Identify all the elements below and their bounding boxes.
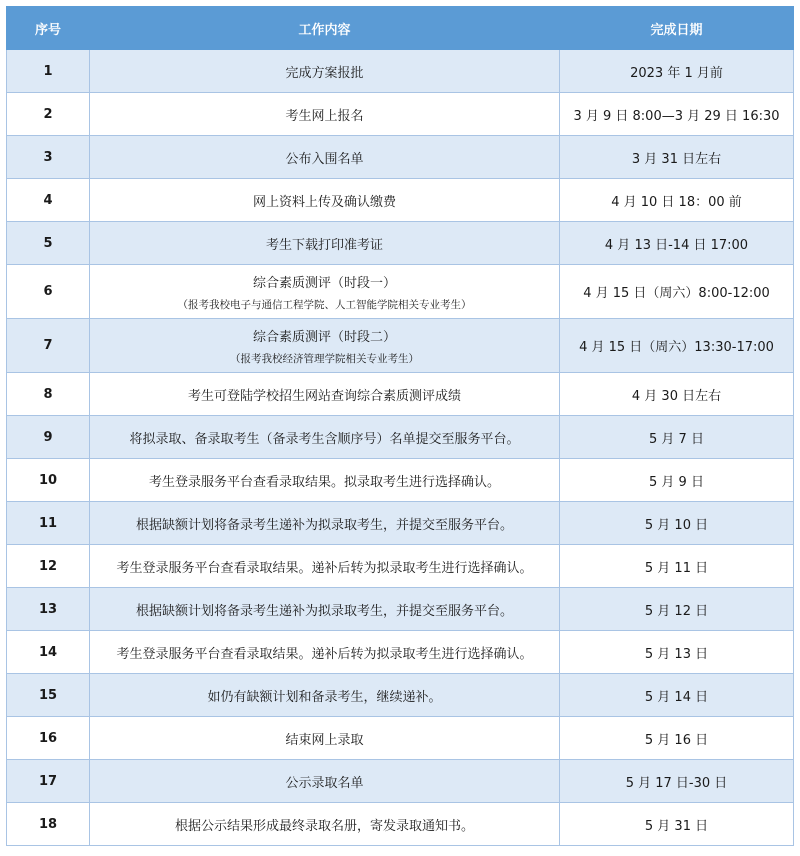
- row-content: [90, 717, 560, 760]
- row-date: 5 月 10 日: [560, 502, 794, 545]
- row-date: 4 月 10 日 18：00 前: [560, 179, 794, 222]
- row-date: 4 月 15 日（周六）8:00-12:00: [560, 265, 794, 319]
- row-number: 2: [7, 93, 90, 136]
- table-body: [7, 50, 794, 846]
- row-number: 18: [7, 803, 90, 846]
- row-content: [90, 674, 560, 717]
- row-date: 5 月 16 日: [560, 717, 794, 760]
- row-date: 4 月 30 日左右: [560, 373, 794, 416]
- row-content: [90, 50, 560, 93]
- row-date: 4 月 13 日-14 日 17:00: [560, 222, 794, 265]
- table-row: [7, 93, 794, 136]
- row-content: [90, 502, 560, 545]
- row-date: 4 月 15 日（周六）13:30-17:00: [560, 319, 794, 373]
- row-content: [90, 588, 560, 631]
- row-content: [90, 93, 560, 136]
- row-content-text: 综合素质测评（时段一）: [252, 275, 396, 291]
- table-row: [7, 179, 794, 222]
- row-number: 5: [7, 222, 90, 265]
- row-number: 3: [7, 136, 90, 179]
- row-date: 5 月 31 日: [560, 803, 794, 846]
- table-row: [7, 717, 794, 760]
- row-number: 12: [7, 545, 90, 588]
- table-header: [7, 7, 794, 50]
- table-row: [7, 50, 794, 93]
- header-content: 工作内容: [90, 7, 560, 50]
- row-content: [90, 459, 560, 502]
- row-content: [90, 136, 560, 179]
- row-content: [90, 373, 560, 416]
- table-row: [7, 459, 794, 502]
- row-number: 7: [7, 319, 90, 373]
- table-row: [7, 631, 794, 674]
- header-date: 完成日期: [560, 7, 794, 50]
- row-date: 5 月 13 日: [560, 631, 794, 674]
- table-row: [7, 319, 794, 373]
- row-number: 4: [7, 179, 90, 222]
- row-number: 15: [7, 674, 90, 717]
- row-number: 8: [7, 373, 90, 416]
- table-row: [7, 803, 794, 846]
- table-row: [7, 265, 794, 319]
- row-number: 10: [7, 459, 90, 502]
- table-row: [7, 502, 794, 545]
- row-number: 17: [7, 760, 90, 803]
- row-content-text: 根据公示结果形成最终录取名册，寄发录取通知书。: [174, 818, 474, 834]
- row-date: 5 月 12 日: [560, 588, 794, 631]
- row-content: [90, 179, 560, 222]
- row-content-text: 公示录取名单: [285, 775, 364, 791]
- row-content-note: （报考我校经济管理学院相关专业考生）: [230, 352, 419, 365]
- row-date: 5 月 17 日-30 日: [560, 760, 794, 803]
- row-content-text: 公布入围名单: [285, 151, 364, 167]
- row-date: 5 月 14 日: [560, 674, 794, 717]
- row-number: 13: [7, 588, 90, 631]
- row-number: 11: [7, 502, 90, 545]
- row-content: [90, 760, 560, 803]
- row-number: 1: [7, 50, 90, 93]
- row-content: [90, 265, 560, 319]
- table-row: [7, 222, 794, 265]
- table-row: [7, 588, 794, 631]
- row-content-text: 结束网上录取: [285, 732, 364, 748]
- row-content-text: 考生网上报名: [285, 108, 364, 124]
- row-content-text: 将拟录取、备录取考生（备录考生含顺序号）名单提交至服务平台。: [129, 431, 520, 447]
- row-date: 5 月 11 日: [560, 545, 794, 588]
- table-row: [7, 760, 794, 803]
- row-content: [90, 319, 560, 373]
- row-content-note: （报考我校电子与通信工程学院、人工智能学院相关专业考生）: [177, 298, 472, 311]
- row-number: 16: [7, 717, 90, 760]
- table-row: [7, 545, 794, 588]
- row-content-text: 考生登录服务平台查看录取结果。拟录取考生进行选择确认。: [148, 474, 500, 490]
- header-seq: 序号: [7, 7, 90, 50]
- row-date: 5 月 7 日: [560, 416, 794, 459]
- row-content: [90, 222, 560, 265]
- row-content-text: 如仍有缺额计划和备录考生，继续递补。: [207, 689, 442, 705]
- row-content-text: 完成方案报批: [285, 65, 364, 81]
- row-date: 5 月 9 日: [560, 459, 794, 502]
- row-number: 6: [7, 265, 90, 319]
- row-content: [90, 803, 560, 846]
- row-content-text: 根据缺额计划将备录考生递补为拟录取考生，并提交至服务平台。: [135, 603, 513, 619]
- row-content-text: 考生登录服务平台查看录取结果。递补后转为拟录取考生进行选择确认。: [116, 646, 533, 662]
- schedule-table-wrapper: [6, 6, 793, 846]
- table-row: [7, 373, 794, 416]
- row-content: [90, 631, 560, 674]
- row-date: 3 月 31 日左右: [560, 136, 794, 179]
- row-content: [90, 416, 560, 459]
- row-content-text: 网上资料上传及确认缴费: [252, 194, 396, 210]
- row-number: 14: [7, 631, 90, 674]
- table-row: [7, 416, 794, 459]
- row-content-text: 考生可登陆学校招生网站查询综合素质测评成绩: [187, 388, 461, 404]
- table-row: [7, 136, 794, 179]
- row-content-text: 考生下载打印准考证: [265, 237, 383, 253]
- row-date: 2023 年 1 月前: [560, 50, 794, 93]
- table-row: [7, 674, 794, 717]
- row-content-text: 考生登录服务平台查看录取结果。递补后转为拟录取考生进行选择确认。: [116, 560, 533, 576]
- row-date: 3 月 9 日 8:00—3 月 29 日 16:30: [560, 93, 794, 136]
- schedule-table: [6, 6, 794, 846]
- row-content-text: 根据缺额计划将备录考生递补为拟录取考生，并提交至服务平台。: [135, 517, 513, 533]
- row-content-text: 综合素质测评（时段二）: [252, 329, 396, 345]
- row-content: [90, 545, 560, 588]
- row-number: 9: [7, 416, 90, 459]
